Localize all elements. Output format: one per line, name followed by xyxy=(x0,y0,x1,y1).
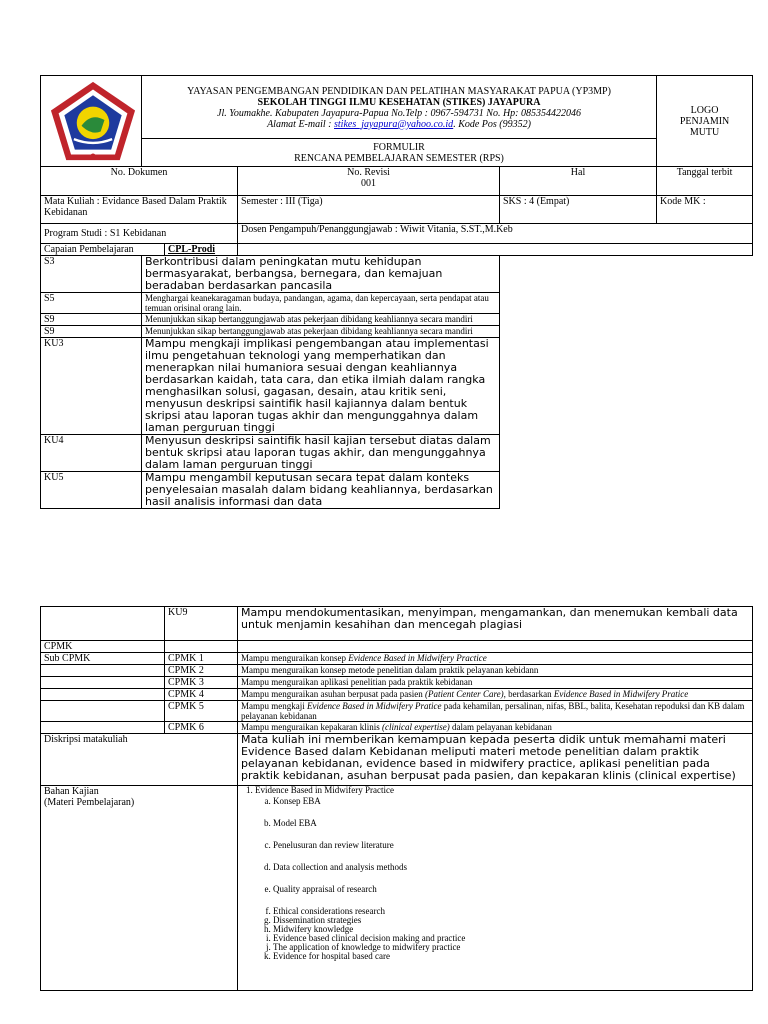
cpmk-code: CPMK 2 xyxy=(165,665,238,677)
bahan-item: c. Penelusuran dan review literature xyxy=(273,841,749,850)
school-email-line: Alamat E-mail : stikes_jayapura@yahoo.co.id. Kode Pos (99352) xyxy=(267,118,531,130)
institution-info xyxy=(142,76,657,139)
institution-logo-cell xyxy=(41,76,142,167)
cpl-text: Mampu mengkaji implikasi pengembangan atau implementasi ilmu pengetahuan teknologi yang memperhatikan dan menerapkan nilai humaniora sesuai dengan keahliannya berdasarkan kaidah, tata cara, dan etika ilmiah dalam rangka menghasilkan solusi, gagasan, desain, atau kritik seni, menyusun deskripsi saintifik hasil kajiannya dalam bentuk skripsi atau laporan tugas akhir dan mengunggahnya dalam laman perguruan tinggi xyxy=(142,338,500,435)
cpl-prodi-header: CPL-Prodi xyxy=(165,244,238,256)
cpl-text: Menunjukkan sikap bertanggungjawab atas pekerjaan dibidang keahliannya secara mandiri xyxy=(142,326,500,338)
cpl-code: S3 xyxy=(41,256,142,293)
tanggal-terbit-label: Tanggal terbit xyxy=(657,167,753,196)
bahan-item: b. Model EBA xyxy=(273,819,749,828)
cpl-row xyxy=(41,338,753,435)
cpl-row xyxy=(41,472,753,509)
cpl-code: S5 xyxy=(41,293,142,314)
school-address: Jl. Youmakhe. Kabupaten Jayapura-Papua No.Telp : 0967-594731 No. Hp: 085354422046 xyxy=(217,107,581,119)
program-studi: Program Studi : S1 Kebidanan xyxy=(41,224,238,244)
cpmk-row xyxy=(41,689,753,701)
bahan-item: h. Midwifery knowledge xyxy=(273,925,749,934)
cpl-code: KU9 xyxy=(165,607,238,641)
bahan-item: j. The application of knowledge to midwifery practice xyxy=(273,943,749,952)
cpl-code: S9 xyxy=(41,326,142,338)
kode-mk: Kode MK : xyxy=(657,196,753,224)
cpl-text: Berkontribusi dalam peningkatan mutu kehidupan bermasyarakat, berbangsa, bernegara, dan kemajuan beradaban berdasarkan pancasila xyxy=(142,256,500,293)
sks: SKS : 4 (Empat) xyxy=(500,196,657,224)
bahan-item: g. Dissemination strategies xyxy=(273,916,749,925)
cpmk-row xyxy=(41,665,753,677)
cpl-code: KU5 xyxy=(41,472,142,509)
deskripsi-label: Diskripsi matakuliah xyxy=(41,734,238,786)
cpl-text: Menyusun deskripsi saintifik hasil kajian tersebut diatas dalam bentuk skripsi atau laporan tugas akhir, dan mengunggahnya dalam laman perguruan tinggi xyxy=(142,435,500,472)
cpl-code: KU4 xyxy=(41,435,142,472)
email-link[interactable]: stikes_jayapura@yahoo.co.id xyxy=(334,118,454,130)
no-revisi-value: 001 xyxy=(361,178,376,189)
cpl-row xyxy=(41,293,753,314)
dosen: Dosen Pengampuh/Penanggungjawab : Wiwit Vitania, S.ST.,M.Keb xyxy=(238,224,753,244)
cpl-row xyxy=(41,314,753,326)
form-label: FORMULIR xyxy=(373,141,425,153)
cpl-code: S9 xyxy=(41,314,142,326)
bahan-item: d. Data collection and analysis methods xyxy=(273,863,749,872)
cpmk-code: CPMK 6 xyxy=(165,722,238,734)
cpmk-code: CPMK 3 xyxy=(165,677,238,689)
bahan-kajian-list xyxy=(238,786,753,991)
bahan-item: i. Evidence based clinical decision making and practice xyxy=(273,934,749,943)
cpmk-code: CPMK 5 xyxy=(165,701,238,722)
rps-header-table xyxy=(40,75,752,509)
bahan-main-item: 1. Evidence Based in Midwifery Practice a. Konsep EBA b. Model EBA c. Penelusuran dan review literature d. Data collection and analysis methods e. Quality appraisal of research f. Ethical considerations research g. Dissemination strategies h. Midwifery knowledge i. Evidence based clinical decision making and practice j. The application of knowledge to midwifery practice k. Evidence for hospital based care xyxy=(255,786,749,961)
cpmk-label: CPMK xyxy=(41,641,165,653)
cpl-text: Mampu mendokumentasikan, menyimpan, mengamankan, dan menemukan kembali data untuk menjamin kesahihan dan mencegah plagiasi xyxy=(238,607,753,641)
bahan-item: a. Konsep EBA xyxy=(273,797,749,806)
no-dokumen-label: No. Dokumen xyxy=(41,167,238,196)
foundation-name: YAYASAN PENGEMBANGAN PENDIDIKAN DAN PELATIHAN MASYARAKAT PAPUA (YP3MP) xyxy=(187,85,611,97)
cpmk-text: Mampu menguraikan konsep Evidence Based in Midwifery Practice xyxy=(238,653,753,665)
semester: Semester : III (Tiga) xyxy=(238,196,500,224)
mata-kuliah: Mata Kuliah : Evidance Based Dalam Praktik Kebidanan xyxy=(41,196,238,224)
cpmk-row xyxy=(41,701,753,722)
cpmk-text: Mampu mengkaji Evidence Based in Midwifery Pratice pada kehamilan, persalinan, nifas, BBL, balita, Kesehatan repoduksi dan KB dalam pelayanan kebidanan xyxy=(238,701,753,722)
cpl-text: Menunjukkan sikap bertanggungjawab atas pekerjaan dibidang keahliannya secara mandiri xyxy=(142,314,500,326)
cpl-text: Mampu mengambil keputusan secara tepat dalam konteks penyelesaian masalah dalam bidang keahliannya, berdasarkan hasil analisis informasi dan data xyxy=(142,472,500,509)
rps-content-table xyxy=(40,606,752,991)
cpmk-row xyxy=(41,653,753,665)
logo-penjamin-mutu: LOGO PENJAMIN MUTU xyxy=(657,76,753,167)
cpmk-code: CPMK 4 xyxy=(165,689,238,701)
hal-label: Hal xyxy=(500,167,657,196)
form-title-cell xyxy=(142,139,657,167)
cpl-text: Menghargai keanekaragaman budaya, pandangan, agama, dan kepercayaan, serta pendapat atau temuan orisinal orang lain. xyxy=(142,293,500,314)
stikes-logo-icon xyxy=(44,78,142,164)
cpmk-text: Mampu menguraikan asuhan berpusat pada pasien (Patient Center Care), berdasarkan Evidence Based in Midwifery Pratice xyxy=(238,689,753,701)
cpmk-row xyxy=(41,722,753,734)
cpl-code: KU3 xyxy=(41,338,142,435)
cpl-row xyxy=(41,256,753,293)
cpmk-row xyxy=(41,677,753,689)
cpl-row xyxy=(41,435,753,472)
bahan-item: f. Ethical considerations research xyxy=(273,907,749,916)
form-title: RENCANA PEMBELAJARAN SEMESTER (RPS) xyxy=(294,152,504,164)
bahan-item: k. Evidence for hospital based care xyxy=(273,952,749,961)
cpmk-text: Mampu menguraikan kepakaran klinis (clinical expertise) dalam pelayanan kebidanan xyxy=(238,722,753,734)
cpmk-text: Mampu menguraikan aplikasi penelitian pada praktik kebidanan xyxy=(238,677,753,689)
deskripsi-text: Mata kuliah ini memberikan kemampuan kepada peserta didik untuk memahami materi Evidence Based dalam Kebidanan meliputi materi metode penelitian dalam praktik pelayanan kebidanan, evidence based in midwifery practice, aplikasi penelitian pada praktik kebidanan, asuhan berpusat pada pasien, dan kepakaran klinis (clinical expertise) xyxy=(238,734,753,786)
cpl-row xyxy=(41,326,753,338)
cpmk-code: CPMK 1 xyxy=(165,653,238,665)
no-revisi-cell: No. Revisi 001 xyxy=(238,167,500,196)
school-name: SEKOLAH TINGGI ILMU KESEHATAN (STIKES) JAYAPURA xyxy=(257,96,541,108)
capaian-label: Capaian Pembelajaran xyxy=(41,244,165,256)
sub-cpmk-label: Sub CPMK xyxy=(41,653,165,665)
cpmk-text: Mampu menguraikan konsep metode penelitian dalam praktik pelayanan kebidann xyxy=(238,665,753,677)
bahan-item: e. Quality appraisal of research xyxy=(273,885,749,894)
bahan-kajian-label: Bahan Kajian (Materi Pembelajaran) xyxy=(41,786,238,991)
